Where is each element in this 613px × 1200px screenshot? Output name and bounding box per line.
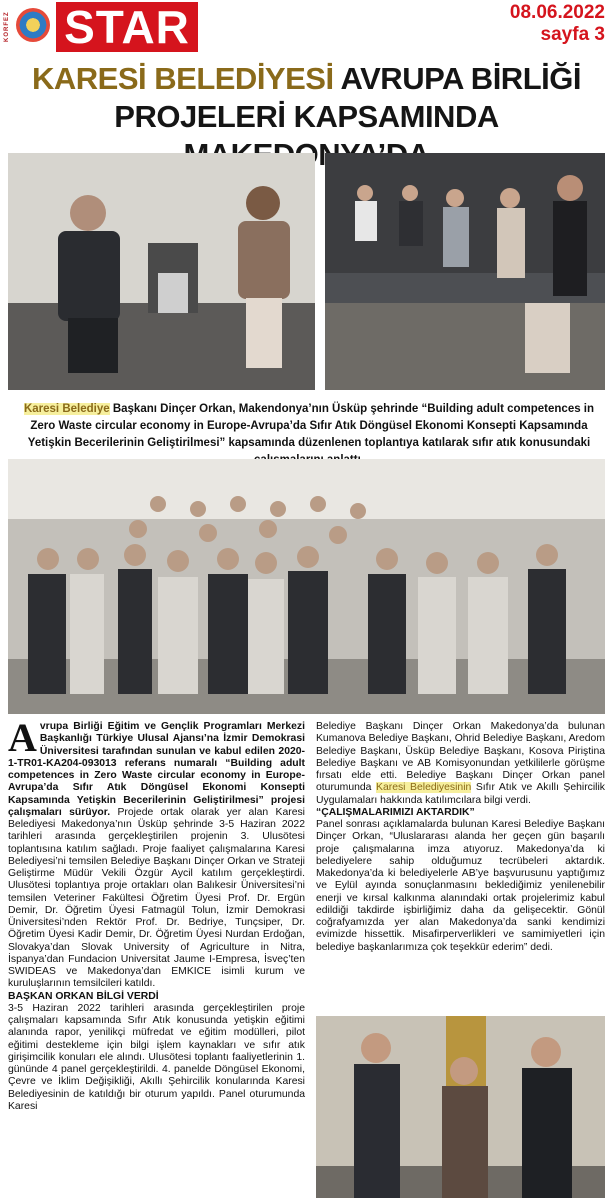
article-column-right (316, 721, 605, 954)
drop-cap: A (8, 715, 37, 760)
article-lead: vrupa Birliği Eğitim ve Gençlik Programları Merkezi Başkanlığı Türkiye Ulusal Ajansı’na İzmir Demokrasi Üniversitesi tarafından sunulan ve kabul edilen 2020-1-TR01-KA204-093013 referans numaralı “Building adult competences in Zero Waste circular economy in Europe-Avrupa’da Sıfır Atık Döngüsel Ekonomi Konsepti Kapsamında Yetişkin Becerilerinin Geliştirilmesi” projesi çalışmaları sürüyor. (8, 721, 305, 818)
issue-date: 08.06.2022 (509, 2, 605, 23)
newspaper-logo (4, 2, 204, 52)
logo-side-text: KÖRFEZ (4, 11, 10, 43)
headline-line-2: PROJELERİ KAPSAMINDA (114, 99, 499, 134)
article-paragraph-4: Panel sonrası açıklamalarda bulunan Karesi Belediye Başkanı Dinçer Orkan, “Uluslararası alanda her geçen gün başarılı proje çalışmalarına imza atıyoruz. Makedonya’da ki belediyelere sahip olduğumuz tecrübeleri aktardık. Makedonya’da ki belediyelerle AB’ye başvurusunu yaptığımız ve Eylül ayında sonuçlanmasını beklediğimiz yenilenebilir enerji ve kırsal kalkınma alanındaki ortak projelerimiz kabul edildiği takdirde işbirliğimiz daha da gelişecektir. Gönül coğrafyamızda yer alan Makedonya’da sanki kendimizi evimizde hissettik. Misafirperverlikleri ve samimiyetleri için belediye başkanlarımıza çok teşekkür ederim” dedi. (316, 819, 605, 953)
article-paragraph-2: 3-5 Haziran 2022 tarihleri arasında gerçekleştirilen proje çalışmaları kapsamında Sıfır Atık konusunda yetişkin eğitimi alanında rapor, yenilikçi müfredat ve eğitim modülleri, pilot eğitimi destekleme için bilgi işlem kaynakları ve sıfır atık girişimcilik konuları ele alındı. Ulusötesi toplantı faaliyetlerinin 1. gününde 4 panel gerçekleştirildi. 4. panelde Döngüsel Ekonomi, Çevre ve İklim Değişikliği, Akıllı Şehircilik konularında Karesi Belediyesinin de katıldığı bir oturum yapıldı. Panel oturumunda Karesi (8, 1002, 305, 1112)
article-paragraph-3b: Sıfır Atık ve Akıllı Şehircilik Uygulamaları hakkında katılımcılara bilgi verdi. (316, 782, 605, 806)
headline-line-1 (8, 60, 605, 98)
headline-line-1-rest: AVRUPA BİRLİĞİ (333, 61, 581, 96)
photo-officials (316, 1016, 605, 1198)
page-number: sayfa 3 (540, 24, 605, 45)
article-paragraph-1: Projede ortak olarak yer alan Karesi Belediyesi Makedonya’nın Üsküp şehrinde 3-5 Haziran 2022 tarihleri arasında gerçekleştirilen projenin 3. Ulusötesi toplantısına katılım sağladı. Proje faaliyet çalışmalarına Karesi Belediyesi’ni temsilen Belediye Başkanı Dinçer Orkan ve Strateji Geliştirme Müdür Vekili Özgür Aycil katılım gerçekleştirdi. Ulusötesi toplantıya proje ortakları olan Balıkesir Üniversitesi’ni temsilen Veteriner Fakültesi Öğretim Üyesi Prof. Dr. Ergün Demir, Dr. Öğretim Üyesi Fatmagül Tolun, İzmir Demokrasi Üniversitesi’nden Rektör Prof. Dr. Bedriye, Tunçsiper, Dr. Öğretim Üyesi Kadir Demir, Dr. Öğretim Üyesi Nurdan Erdoğan, Slovakya’dan Slovak University of Agriculture in Nitra, İspanya’dan Fundacion Universitat Jaume I-Empresa, İsveç’ten SWIDEAS ve Makedonya’dan EMKICE isimli kurum ve kuruluşlarının temsilcileri katıldı. (8, 806, 305, 990)
article-column-left (8, 715, 305, 1113)
subheading-quote: “ÇALIŞMALARIMIZI AKTARDIK” (316, 806, 475, 818)
headline-brand: KARESİ BELEDİYESİ (32, 61, 334, 96)
subheading-baskan: BAŞKAN ORKAN BİLGİ VERDİ (8, 990, 159, 1002)
issue-meta (510, 2, 605, 46)
article-paragraph-3a: Belediye Başkanı Dinçer Orkan Makedonya’da bulunan Kumanova Belediye Başkanı, Ohrid Belediye Başkanı, Aredom Belediye Başkanı, Üsküp Belediye Başkanı, Kosova Piriştina Belediye Başkanı ve AB Komisyonundan yetkililerle görüşme fırsatı elde etti. Belediye Başkanı Dinçer Orkan panel oturumunda (316, 721, 605, 794)
photo-speakers (8, 153, 315, 390)
logo-emblem-icon (16, 8, 50, 42)
photo-panel (325, 153, 605, 390)
caption-text: Başkanı Dinçer Orkan, Makendonya’nın Üsküp şehrinde “Building adult competences in Zero Waste circular economy in Europe-Avrupa’da Sıfır Atık Döngüsel Ekonomi Konsepti Kapsamında Yetişkin Becerilerinin Geliştirilmesi” kapsamında düzenlenen toplantıya katılarak sıfır atık konusundaki (27, 403, 595, 449)
photo-group (8, 459, 605, 714)
logo-wordmark: STAR (56, 2, 198, 52)
article-brand-highlight: Karesi Belediyesinin (376, 782, 472, 794)
caption-brand: Karesi Belediye (23, 403, 110, 415)
